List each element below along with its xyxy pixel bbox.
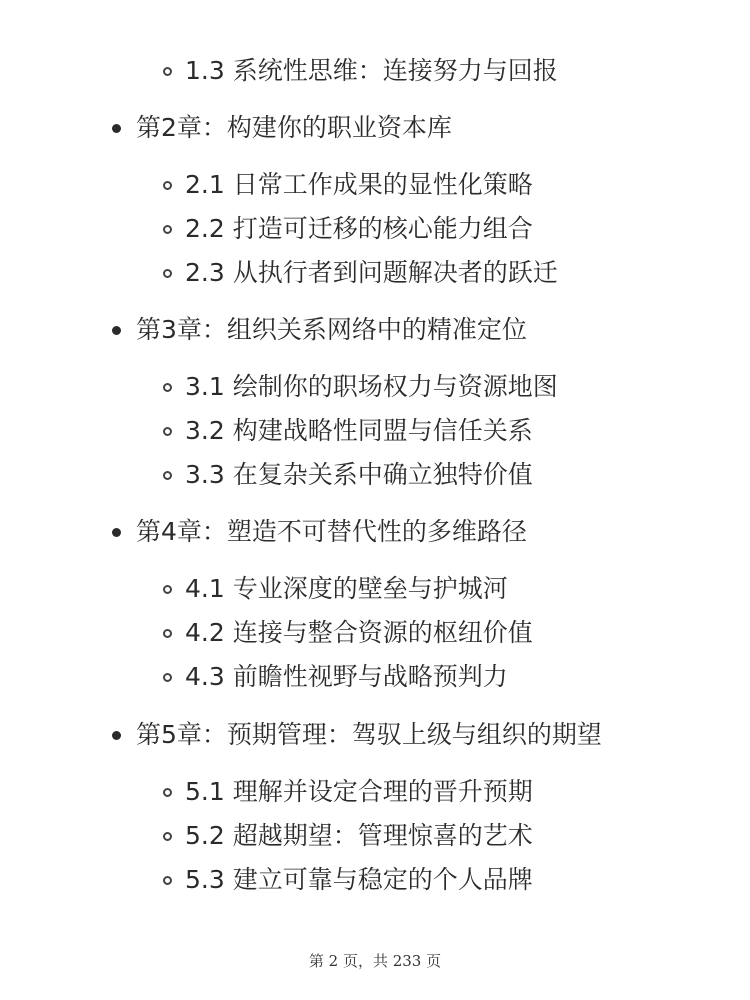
toc-chapter-item: [112, 512, 527, 552]
circle-bullet-icon: [163, 67, 172, 76]
toc-item-text: 5.2 超越期望：管理惊喜的艺术: [185, 821, 533, 850]
circle-bullet-icon: [163, 673, 172, 682]
toc-item-text: 4.3 前瞻性视野与战略预判力: [185, 662, 508, 691]
disc-bullet-icon: [112, 124, 121, 133]
toc-item-text: 2.1 日常工作成果的显性化策略: [185, 170, 533, 199]
toc-section-item: [163, 816, 533, 856]
toc-item-text: 5.3 建立可靠与稳定的个人品牌: [185, 865, 533, 894]
disc-bullet-icon: [112, 528, 121, 537]
circle-bullet-icon: [163, 876, 172, 885]
circle-bullet-icon: [163, 629, 172, 638]
circle-bullet-icon: [163, 383, 172, 392]
toc-section-item: [163, 569, 508, 609]
toc-item-text: 3.3 在复杂关系中确立独特价值: [185, 460, 533, 489]
toc-section-item: [163, 51, 558, 91]
toc-item-text: 第5章：预期管理：驾驭上级与组织的期望: [136, 720, 602, 749]
toc-section-item: [163, 209, 533, 249]
toc-item-text: 1.3 系统性思维：连接努力与回报: [185, 56, 558, 85]
toc-section-item: [163, 367, 558, 407]
disc-bullet-icon: [112, 326, 121, 335]
toc-section-item: [163, 772, 533, 812]
disc-bullet-icon: [112, 731, 121, 740]
circle-bullet-icon: [163, 585, 172, 594]
toc-chapter-item: [112, 108, 452, 148]
toc-item-text: 第2章：构建你的职业资本库: [136, 113, 452, 142]
circle-bullet-icon: [163, 269, 172, 278]
circle-bullet-icon: [163, 225, 172, 234]
toc-item-text: 2.3 从执行者到问题解决者的跃迁: [185, 258, 558, 287]
toc-section-item: [163, 165, 533, 205]
toc-item-text: 3.2 构建战略性同盟与信任关系: [185, 416, 533, 445]
circle-bullet-icon: [163, 832, 172, 841]
circle-bullet-icon: [163, 181, 172, 190]
toc-chapter-item: [112, 715, 602, 755]
circle-bullet-icon: [163, 471, 172, 480]
toc-item-text: 3.1 绘制你的职场权力与资源地图: [185, 372, 558, 401]
circle-bullet-icon: [163, 788, 172, 797]
toc-section-item: [163, 253, 558, 293]
toc-section-item: [163, 613, 533, 653]
toc-item-text: 2.2 打造可迁移的核心能力组合: [185, 214, 533, 243]
toc-section-item: [163, 455, 533, 495]
toc-item-text: 第4章：塑造不可替代性的多维路径: [136, 517, 527, 546]
toc-chapter-item: [112, 310, 527, 350]
toc-section-item: [163, 411, 533, 451]
toc-item-text: 第3章：组织关系网络中的精准定位: [136, 315, 527, 344]
toc-item-text: 4.1 专业深度的壁垒与护城河: [185, 574, 508, 603]
toc-item-text: 4.2 连接与整合资源的枢纽价值: [185, 618, 533, 647]
toc-item-text: 5.1 理解并设定合理的晋升预期: [185, 777, 533, 806]
page-number-footer: 第 2 页，共 233 页: [308, 952, 442, 970]
circle-bullet-icon: [163, 427, 172, 436]
toc-section-item: [163, 657, 508, 697]
toc-section-item: [163, 860, 533, 900]
